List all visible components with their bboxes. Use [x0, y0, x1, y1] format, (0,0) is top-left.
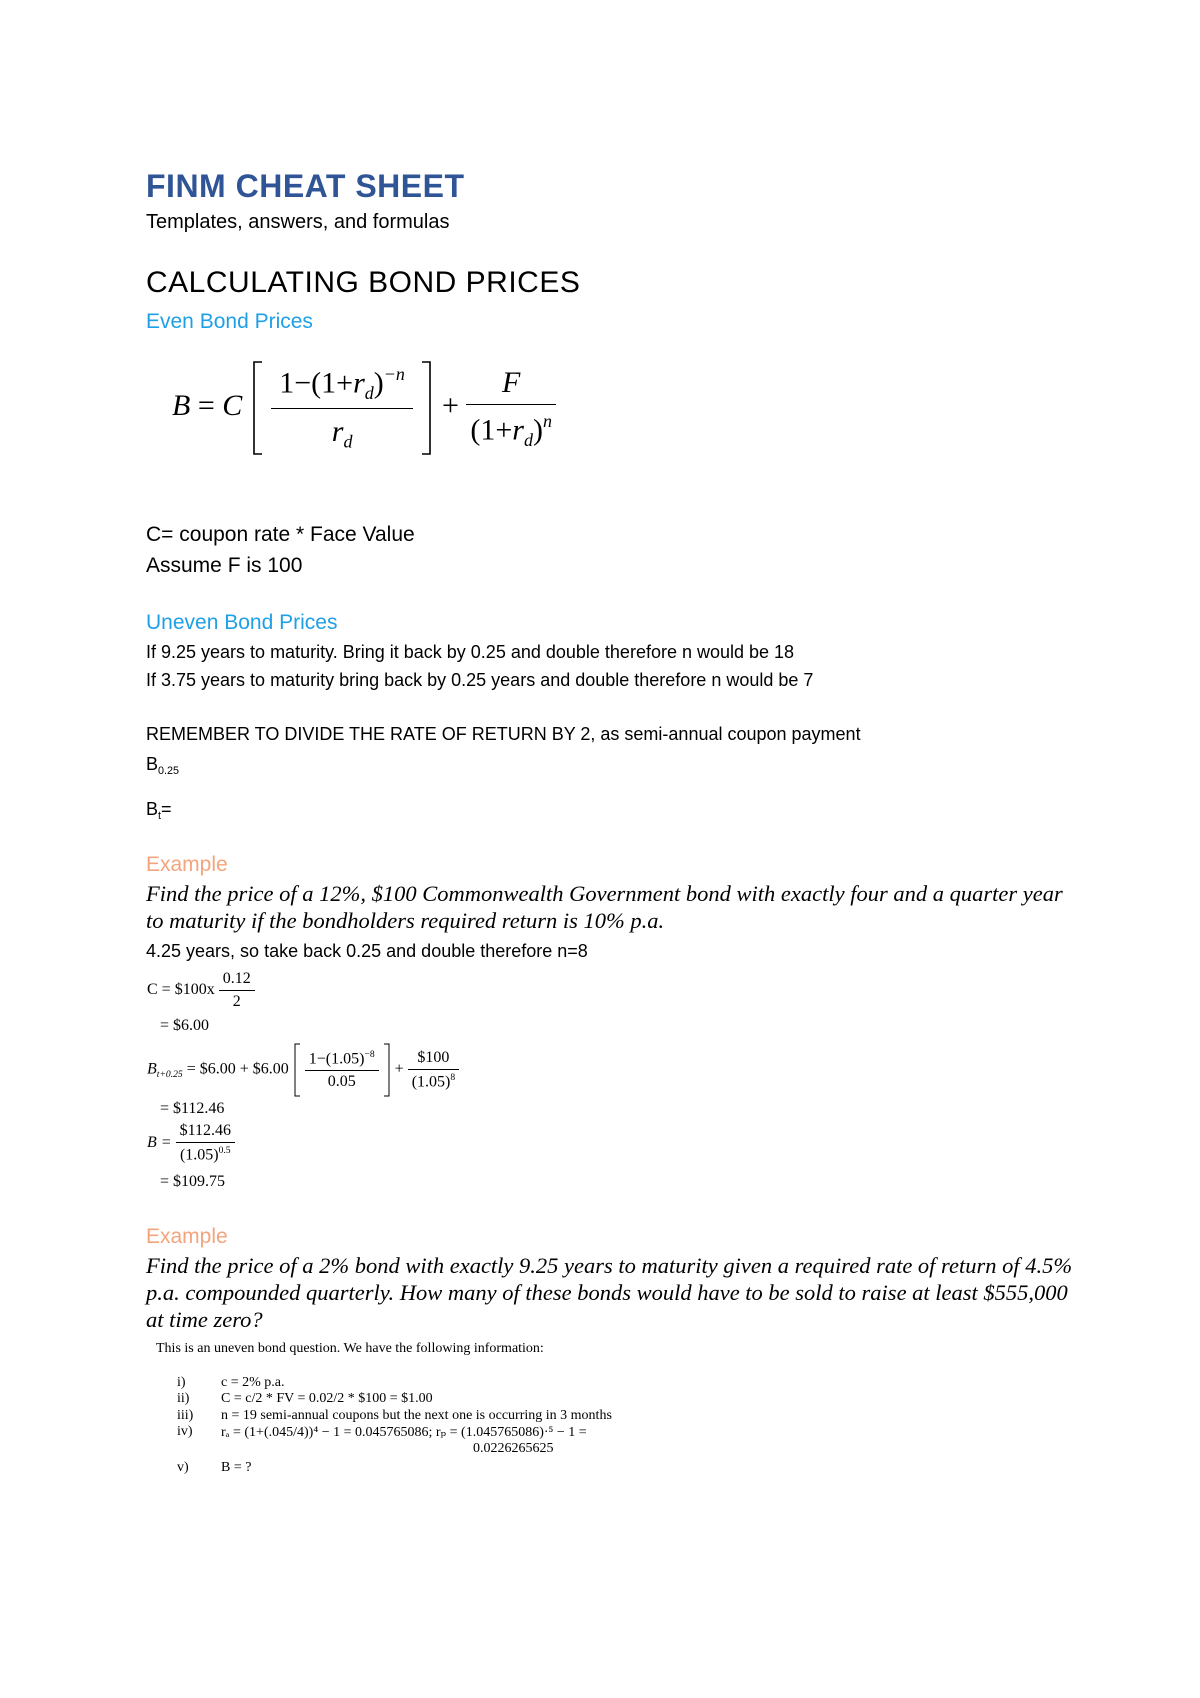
coupon-calc — [147, 970, 255, 1011]
exponent: −n — [383, 363, 405, 384]
bt-annuity-den: 0.05 — [327, 1073, 356, 1091]
bt-plus: + — [394, 1060, 404, 1078]
info-item-text: rₐ = (1+(.045/4))⁴ − 1 = 0.045765086; rₚ = (1.045765086)·⁵ − 1 = — [221, 1425, 587, 1440]
coupon-calc-fraction — [219, 970, 255, 1011]
annuity-fraction — [271, 364, 413, 452]
even-bond-heading: Even Bond Prices — [146, 310, 313, 333]
info-item-num: iv) — [177, 1424, 193, 1439]
bt-calc — [147, 1043, 459, 1097]
bt-equals: = — [161, 799, 172, 819]
rate-denominator: r — [331, 414, 344, 448]
right-bracket — [420, 360, 434, 456]
coupon-result: = $6.00 — [160, 1017, 210, 1034]
face-value-fraction — [466, 366, 556, 451]
example-1-question: Find the price of a 12%, $100 Commonwealth Government bond with exactly four and a quarter year to maturity if the bondholders required return is 10% p.a. — [146, 881, 1063, 933]
rate-denominator-sub: d — [343, 431, 353, 452]
info-item-num: iii) — [177, 1408, 194, 1423]
left-bracket — [250, 360, 264, 456]
info-item-text: B = ? — [221, 1460, 252, 1475]
section-heading: CALCULATING BOND PRICES — [146, 266, 581, 299]
bt-annuity-num: 1−(1.05) — [308, 1050, 365, 1068]
face-value-symbol: F — [502, 365, 521, 399]
b-calc-fraction — [176, 1122, 235, 1165]
b-calc-exp: 0.5 — [218, 1145, 231, 1156]
paren-close: ) — [373, 366, 384, 400]
bt-face-exp: 8 — [450, 1071, 456, 1083]
b-calc — [147, 1122, 235, 1165]
face-den-exp: n — [542, 410, 552, 431]
annuity-numerator: 1−(1+ — [279, 366, 354, 400]
page-title: FINM CHEAT SHEET — [146, 168, 465, 204]
example-2-question: Find the price of a 2% bond with exactly 9.25 years to maturity given a required rate of return of 4.5% p.a. compounded quarterly. How many of these bonds would have to be sold to raise at least $555,000 at time zero? — [146, 1253, 1073, 1332]
face-den-sub: d — [523, 429, 533, 450]
page-subtitle: Templates, answers, and formulas — [146, 211, 450, 233]
coupon-calc-den: 2 — [232, 993, 241, 1010]
face-value-assumption: Assume F is 100 — [146, 554, 303, 577]
formula-eq: = — [197, 388, 215, 422]
b-label: B — [146, 754, 159, 774]
face-den-open: (1+ — [470, 413, 513, 447]
face-den-close: ) — [532, 413, 543, 447]
info-item-num: i) — [177, 1375, 186, 1390]
bt-calc-b: B — [147, 1060, 157, 1078]
bt-calc-mid: = $6.00 + $6.00 — [186, 1060, 289, 1078]
coupon-calc-num: 0.12 — [219, 970, 255, 991]
info-item-text: c = 2% p.a. — [221, 1375, 285, 1390]
bt-face-num: $100 — [408, 1049, 459, 1070]
bt-right-bracket — [383, 1043, 391, 1097]
b-quarter-label — [146, 754, 179, 777]
coupon-calc-lhs: C = $100x — [147, 981, 215, 999]
bt-face-den: (1.05) — [411, 1073, 451, 1091]
info-item-text: n = 19 semi-annual coupons but the next one is occurring in 3 months — [221, 1408, 612, 1423]
face-den-rate: r — [512, 413, 524, 447]
uneven-rule-1: If 9.25 years to maturity. Bring it back by 0.25 and double therefore n would be 18 — [146, 642, 795, 662]
formula-c: C — [222, 388, 243, 422]
info-intro: This is an uneven bond question. We have the following information: — [156, 1341, 544, 1356]
info-item-continuation: 0.0226265625 — [473, 1441, 554, 1456]
formula-b: B — [172, 388, 191, 422]
bt-left-bracket — [293, 1043, 301, 1097]
formula-plus: + — [441, 388, 459, 422]
info-item-num: ii) — [177, 1391, 190, 1406]
bt-subscript: t — [158, 809, 162, 822]
b-calc-den: (1.05) — [179, 1146, 219, 1164]
example-2-heading: Example — [146, 1225, 228, 1248]
bt-label — [146, 799, 172, 822]
coupon-definition: C= coupon rate * Face Value — [146, 523, 415, 546]
uneven-rule-2: If 3.75 years to maturity bring back by 0.25 years and double therefore n would be 7 — [146, 670, 814, 690]
bt-face-fraction — [408, 1049, 459, 1092]
bt-annuity-exp: −8 — [364, 1048, 375, 1060]
rate-symbol: r — [353, 366, 365, 400]
bt-result: = $112.46 — [160, 1100, 225, 1117]
bond-price-formula — [172, 360, 556, 456]
info-item-num: v) — [177, 1460, 189, 1475]
b-calc-num: $112.46 — [176, 1122, 235, 1143]
info-item-text: C = c/2 * FV = 0.02/2 * $100 = $1.00 — [221, 1391, 433, 1406]
bt-b: B — [146, 799, 159, 819]
b-subscript: 0.25 — [158, 764, 180, 777]
b-result: = $109.75 — [160, 1173, 226, 1190]
b-calc-lhs: B = — [147, 1134, 172, 1152]
semi-annual-reminder: REMEMBER TO DIVIDE THE RATE OF RETURN BY 2, as semi-annual coupon payment — [146, 724, 861, 744]
uneven-bond-heading: Uneven Bond Prices — [146, 611, 338, 634]
rate-subscript: d — [364, 382, 374, 403]
bt-annuity-fraction — [305, 1049, 379, 1092]
example-1-heading: Example — [146, 853, 228, 876]
example-1-note: 4.25 years, so take back 0.25 and double therefore n=8 — [146, 941, 588, 961]
bt-calc-sub: t+0.25 — [156, 1069, 183, 1081]
